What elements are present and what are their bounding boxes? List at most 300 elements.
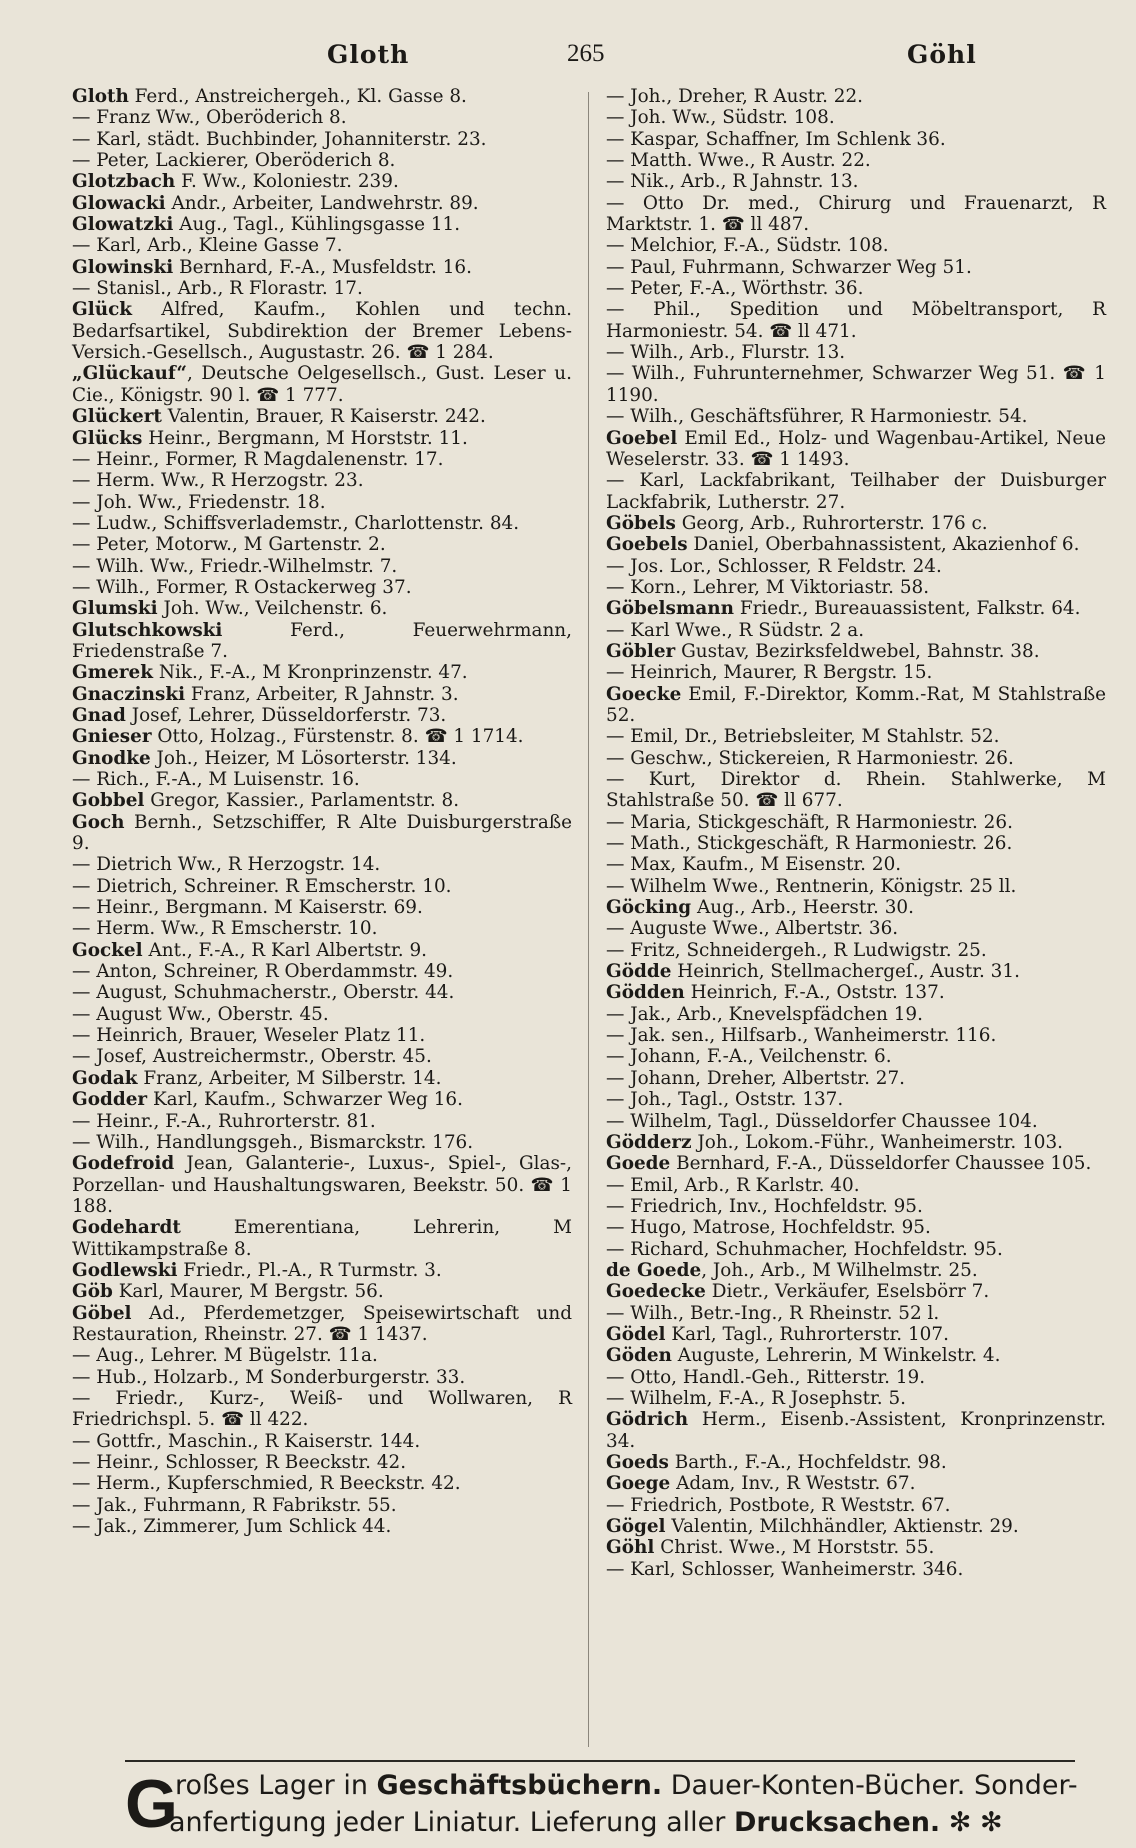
ad-text: Dauer-Konten-Bücher. Sonder-: [662, 1770, 1078, 1801]
entry-surname: Godlewski: [72, 1259, 178, 1281]
entry-surname: Glotzbach: [72, 171, 176, 193]
directory-entry: [606, 1303, 1106, 1324]
directory-entry: [72, 854, 572, 875]
directory-entry: [606, 812, 1106, 833]
entry-details: Andr., Arbeiter, Landwehrstr. 89.: [165, 192, 479, 214]
entry-surname: de Goede: [606, 1259, 702, 1281]
entry-details: — August Ww., Oberstr. 45.: [72, 1003, 329, 1025]
entry-surname: Göb: [72, 1281, 113, 1303]
entry-surname: Glückert: [72, 406, 162, 428]
directory-entry: [72, 492, 572, 513]
entry-details: — Stanisl., Arb., R Florastr. 17.: [72, 278, 363, 300]
entry-details: Jean, Galanterie-, Luxus-, Spiel-, Glas-, Porzellan- und Haushaltungswaren, Beekstr. 50. ☎ 1 188.: [72, 1153, 572, 1217]
column-divider: [588, 92, 589, 1747]
entry-surname: Gnaczinski: [72, 683, 186, 705]
entry-details: — Richard, Schuhmacher, Hochfeldstr. 95.: [606, 1238, 1003, 1260]
entry-surname: Gobbel: [72, 790, 145, 812]
entry-surname: Goch: [72, 811, 125, 833]
entry-details: , Joh., Arb., M Wilhelmstr. 25.: [701, 1259, 978, 1281]
directory-entry: [72, 363, 572, 406]
entry-details: Valentin, Milchhändler, Aktienstr. 29.: [665, 1516, 1019, 1538]
directory-entry: [72, 662, 572, 683]
entry-surname: Göhl: [606, 1537, 655, 1559]
directory-entry: [606, 235, 1106, 256]
directory-entry: [72, 235, 572, 256]
entry-surname: Goege: [606, 1473, 671, 1495]
directory-entry: [606, 1388, 1106, 1409]
entry-details: Christ. Wwe., M Horststr. 55.: [654, 1537, 935, 1559]
entry-details: — Kurt, Direktor d. Rhein. Stahlwerke, M Stahlstraße 50. ☎ ll 677.: [606, 769, 1106, 812]
entry-details: — August, Schuhmacherstr., Oberstr. 44.: [72, 982, 455, 1004]
entry-surname: Glumski: [72, 598, 158, 620]
directory-entry: [72, 1303, 572, 1346]
left-column: [72, 86, 572, 1537]
entry-details: — Anton, Schreiner, R Oberdammstr. 49.: [72, 961, 454, 983]
entry-surname: Gnieser: [72, 726, 152, 748]
directory-entry: [72, 769, 572, 790]
directory-entry: [72, 406, 572, 427]
entry-surname: Gödderz: [606, 1131, 692, 1153]
entry-details: — Friedr., Kurz-, Weiß- und Wollwaren, R Friedrichspl. 5. ☎ ll 422.: [72, 1387, 572, 1431]
entry-details: — Gottfr., Maschin., R Kaiserstr. 144.: [72, 1430, 421, 1452]
directory-entry: [606, 1281, 1106, 1302]
directory-entry: [72, 1111, 572, 1132]
entry-details: Emil, F.-Direktor, Komm.-Rat, M Stahlstraße 52.: [606, 683, 1106, 726]
entry-details: Heinrich, F.-A., Oststr. 137.: [684, 982, 945, 1004]
directory-entry: [72, 257, 572, 278]
entry-details: — Hugo, Matrose, Hochfeldstr. 95.: [606, 1217, 931, 1239]
directory-entry: [72, 790, 572, 811]
directory-entry: [606, 620, 1106, 641]
entry-details: Friedr., Pl.-A., R Turmstr. 3.: [177, 1259, 442, 1281]
entry-surname: Glücks: [72, 427, 143, 449]
entry-details: — Karl, städt. Buchbinder, Johanniterstr. 23.: [72, 128, 487, 150]
entry-details: Joh., Lokom.-Führ., Wanheimerstr. 103.: [691, 1131, 1064, 1153]
entry-details: — Jak., Fuhrmann, R Fabrikstr. 55.: [72, 1494, 397, 1516]
entry-details: — Melchior, F.-A., Südstr. 108.: [606, 235, 889, 257]
directory-entry: [72, 1473, 572, 1494]
directory-entry: [72, 876, 572, 897]
entry-details: Valentin, Brauer, R Kaiserstr. 242.: [161, 406, 486, 428]
entry-details: — Emil, Dr., Betriebsleiter, M Stahlstr. 52.: [606, 726, 1000, 748]
entry-details: — Wilh., Geschäftsführer, R Harmoniestr. 54.: [606, 406, 1028, 428]
directory-entry: [606, 1473, 1106, 1494]
directory-entry: [72, 1046, 572, 1067]
entry-surname: Godehardt: [72, 1217, 181, 1239]
directory-entry: [606, 854, 1106, 875]
directory-entry: [606, 1111, 1106, 1132]
directory-entry: [72, 577, 572, 598]
directory-entry: [606, 1175, 1106, 1196]
directory-entry: [72, 428, 572, 449]
directory-entry: [72, 171, 572, 192]
directory-entry: [72, 129, 572, 150]
directory-entry: [72, 278, 572, 299]
entry-details: Nik., F.-A., M Kronprinzenstr. 47.: [153, 662, 468, 684]
directory-entry: [606, 961, 1106, 982]
entry-details: — Joh., Dreher, R Austr. 22.: [606, 86, 864, 107]
entry-details: — Karl, Arb., Kleine Gasse 7.: [72, 235, 343, 257]
entry-details: — Joh., Tagl., Oststr. 137.: [606, 1089, 844, 1111]
entry-surname: Goeds: [606, 1452, 669, 1473]
entry-surname: Gödde: [606, 961, 672, 983]
directory-entry: [606, 107, 1106, 128]
entry-surname: Gödden: [606, 982, 685, 1004]
directory-entry: [606, 278, 1106, 299]
entry-surname: Gnad: [72, 704, 126, 726]
directory-entry: [72, 897, 572, 918]
header-left-keyword: Gloth: [327, 40, 410, 69]
entry-surname: Goedecke: [606, 1281, 706, 1303]
entry-details: — Wilh., Fuhrunternehmer, Schwarzer Weg 51. ☎ 1 1190.: [606, 363, 1106, 406]
entry-details: Auguste, Lehrerin, M Winkelstr. 4.: [671, 1345, 1001, 1367]
entry-surname: Göbelsmann: [606, 598, 734, 620]
entry-details: — Heinrich, Maurer, R Bergstr. 15.: [606, 662, 933, 684]
directory-entry: [606, 940, 1106, 961]
directory-entry: [72, 299, 572, 363]
directory-entry: [606, 470, 1106, 513]
entry-details: Ferd., Anstreichergeh., Kl. Gasse 8.: [128, 86, 467, 107]
directory-entry: [606, 769, 1106, 812]
directory-entry: [72, 193, 572, 214]
entry-details: — Wilhelm, Tagl., Düsseldorfer Chaussee 104.: [606, 1110, 1038, 1132]
entry-details: Otto, Holzag., Fürstenstr. 8. ☎ 1 1714.: [151, 726, 524, 748]
entry-details: — Johann, Dreher, Albertstr. 27.: [606, 1067, 906, 1089]
entry-details: Aug., Arb., Heerstr. 30.: [691, 897, 914, 919]
entry-details: — Math., Stickgeschäft, R Harmoniestr. 26.: [606, 833, 1013, 855]
directory-entry: [72, 556, 572, 577]
entry-details: Karl, Maurer, M Bergstr. 56.: [112, 1281, 384, 1303]
entry-details: Ant., F.-A., R Karl Albertstr. 9.: [142, 939, 428, 961]
entry-details: Heinr., Bergmann, M Horststr. 11.: [142, 427, 468, 449]
directory-entry: [606, 1217, 1106, 1238]
entry-details: — Wilhelm, F.-A., R Josephstr. 5.: [606, 1387, 907, 1409]
entry-surname: Gnodke: [72, 747, 151, 769]
entry-details: — Wilhelm Wwe., Rentnerin, Königstr. 25 ll.: [606, 875, 1017, 897]
directory-entry: [72, 1089, 572, 1110]
directory-entry: [72, 1431, 572, 1452]
directory-entry: [606, 1452, 1106, 1473]
entry-surname: Godder: [72, 1089, 148, 1111]
directory-entry: [72, 1345, 572, 1366]
entry-surname: Gockel: [72, 939, 143, 961]
entry-details: — Geschw., Stickereien, R Harmoniestr. 26.: [606, 747, 1014, 769]
directory-entry: [606, 129, 1106, 150]
entry-details: — Peter, Motorw., M Gartenstr. 2.: [72, 534, 386, 556]
entry-surname: Göcking: [606, 897, 692, 919]
directory-entry: [606, 363, 1106, 406]
entry-details: Barth., F.-A., Hochfeldstr. 98.: [668, 1452, 947, 1473]
entry-details: — Heinrich, Brauer, Weseler Platz 11.: [72, 1025, 426, 1047]
directory-entry: [72, 918, 572, 939]
entry-details: — Wilh. Ww., Friedr.-Wilhelmstr. 7.: [72, 555, 398, 577]
ad-initial: G: [125, 1766, 178, 1842]
entry-details: — Otto, Handl.-Geh., Ritterstr. 19.: [606, 1366, 926, 1388]
entry-details: Daniel, Oberbahnassistent, Akazienhof 6.: [687, 534, 1080, 556]
entry-details: — Hub., Holzarb., M Sonderburgerstr. 33.: [72, 1366, 466, 1388]
directory-entry: [72, 812, 572, 855]
entry-details: — Johann, F.-A., Veilchenstr. 6.: [606, 1046, 892, 1068]
entry-details: — Herm. Ww., R Herzogstr. 23.: [72, 470, 364, 492]
directory-entry: [606, 684, 1106, 727]
entry-surname: Gloth: [72, 86, 129, 107]
directory-entry: [606, 1153, 1106, 1174]
directory-entry: [606, 918, 1106, 939]
directory-entry: [72, 982, 572, 1003]
entry-details: — Joh. Ww., Friedenstr. 18.: [72, 491, 326, 513]
entry-details: Alfred, Kaufm., Kohlen und techn. Bedarfsartikel, Subdirektion der Bremer Lebens-Versich.-Gesellsch., Augustastr. 26. ☎ 1 284.: [72, 299, 572, 364]
entry-details: — Phil., Spedition und Möbeltransport, R Harmoniestr. 54. ☎ ll 471.: [606, 299, 1106, 342]
directory-entry: [606, 1132, 1106, 1153]
header-right-keyword: Göhl: [907, 40, 977, 69]
entry-details: — Fritz, Schneidergeh., R Ludwigstr. 25.: [606, 939, 987, 961]
directory-entry: [72, 726, 572, 747]
directory-entry: [72, 1217, 572, 1260]
entry-details: Ferd., Feuerwehrmann, Friedenstraße 7.: [72, 619, 572, 662]
entry-surname: Godak: [72, 1067, 138, 1089]
entry-surname: „Glückauf“: [72, 363, 187, 385]
directory-entry: [72, 470, 572, 491]
directory-entry: [72, 1153, 572, 1217]
entry-details: Georg, Arb., Ruhrorterstr. 176 c.: [675, 512, 988, 534]
entry-details: — Friedrich, Postbote, R Weststr. 67.: [606, 1494, 951, 1516]
directory-entry: [72, 1260, 572, 1281]
entry-details: Karl, Tagl., Ruhrorterstr. 107.: [665, 1323, 949, 1345]
entry-surname: Goebel: [606, 427, 678, 449]
directory-entry: [72, 1068, 572, 1089]
entry-details: Gustav, Bezirksfeldwebel, Bahnstr. 38.: [675, 640, 1040, 662]
entry-surname: Gödel: [606, 1323, 666, 1345]
entry-details: — Franz Ww., Oberöderich 8.: [72, 107, 347, 129]
entry-details: F. Ww., Koloniestr. 239.: [175, 171, 399, 193]
directory-entry: [606, 833, 1106, 854]
ad-line-2: [169, 1807, 1003, 1838]
entry-surname: Goecke: [606, 683, 682, 705]
directory-entry: [72, 684, 572, 705]
entry-details: — Otto Dr. med., Chirurg und Frauenarzt, R Marktstr. 1. ☎ ll 487.: [606, 192, 1106, 236]
entry-details: — Josef, Austreichermstr., Oberstr. 45.: [72, 1046, 432, 1068]
entry-details: — Friedrich, Inv., Hochfeldstr. 95.: [606, 1195, 923, 1217]
entry-surname: Göbler: [606, 640, 676, 662]
directory-entry: [72, 107, 572, 128]
entry-details: — Ludw., Schiffsverlademstr., Charlottenstr. 84.: [72, 512, 520, 534]
entry-details: — Wilh., Former, R Ostackerweg 37.: [72, 576, 412, 598]
entry-details: — Korn., Lehrer, M Viktoriastr. 58.: [606, 576, 930, 598]
advertisement-banner: [125, 1760, 1078, 1848]
directory-entry: [606, 1495, 1106, 1516]
entry-details: — Jak., Zimmerer, Jum Schlick 44.: [72, 1516, 392, 1538]
directory-entry: [606, 406, 1106, 427]
directory-entry: [606, 1559, 1106, 1580]
directory-entry: [72, 1367, 572, 1388]
entry-details: Friedr., Bureauassistent, Falkstr. 64.: [734, 598, 1081, 620]
directory-entry: [606, 534, 1106, 555]
directory-entry: [606, 1537, 1106, 1558]
entry-surname: Glück: [72, 299, 133, 321]
directory-entry: [72, 86, 572, 107]
entry-details: Karl, Kaufm., Schwarzer Weg 16.: [147, 1089, 463, 1111]
entry-details: — Heinr., Schlosser, R Beeckstr. 42.: [72, 1452, 407, 1473]
page-number: 265: [567, 40, 605, 67]
directory-entry: [606, 577, 1106, 598]
directory-entry: [72, 620, 572, 663]
directory-entry: [606, 1324, 1106, 1345]
directory-entry: [606, 662, 1106, 683]
directory-entry: [72, 449, 572, 470]
directory-entry: [606, 1239, 1106, 1260]
entry-details: Emerentiana, Lehrerin, M Wittikampstraße 8.: [72, 1217, 572, 1260]
entry-details: — Peter, F.-A., Wörthstr. 36.: [606, 278, 864, 300]
entry-details: — Herm., Kupferschmied, R Beeckstr. 42.: [72, 1473, 461, 1495]
page-header: [72, 40, 1076, 80]
entry-details: Aug., Tagl., Kühlingsgasse 11.: [173, 214, 461, 236]
entry-details: — Karl, Lackfabrikant, Teilhaber der Duisburger Lackfabrik, Lutherstr. 27.: [606, 470, 1106, 513]
entry-details: Bernh., Setzschiffer, R Alte Duisburgerstraße 9.: [72, 811, 572, 855]
entry-surname: Göden: [606, 1345, 672, 1367]
entry-surname: Goebels: [606, 534, 688, 556]
directory-entry: [606, 1516, 1106, 1537]
directory-entry: [72, 598, 572, 619]
directory-entry: [606, 641, 1106, 662]
directory-entry: [606, 726, 1106, 747]
directory-entry: [72, 513, 572, 534]
directory-entry: [72, 940, 572, 961]
directory-entry: [72, 1495, 572, 1516]
entry-details: Josef, Lehrer, Düsseldorferstr. 73.: [125, 704, 447, 726]
entry-details: — Heinr., Former, R Magdalenenstr. 17.: [72, 448, 444, 470]
ad-line-1: [175, 1770, 1078, 1801]
ad-text: roßes Lager in: [175, 1770, 377, 1801]
directory-entry: [606, 257, 1106, 278]
entry-details: — Max, Kaufm., M Eisenstr. 20.: [606, 854, 902, 876]
directory-entry: [72, 1132, 572, 1153]
ad-text-bold: Geschäftsbüchern.: [376, 1770, 663, 1801]
entry-details: — Peter, Lackierer, Oberöderich 8.: [72, 150, 396, 172]
directory-entry: [72, 1516, 572, 1537]
entry-details: Emil Ed., Holz- und Wagenbau-Artikel, Neue Weselerstr. 33. ☎ 1 1493.: [606, 427, 1106, 470]
entry-details: — Jak., Arb., Knevelspfädchen 19.: [606, 1003, 923, 1025]
entry-details: — Emil, Arb., R Karlstr. 40.: [606, 1174, 860, 1196]
directory-entry: [606, 428, 1106, 471]
ad-text: ✻ ✻: [940, 1807, 1003, 1838]
entry-details: Franz, Arbeiter, R Jahnstr. 3.: [185, 683, 459, 705]
entry-details: Herm., Eisenb.-Assistent, Kronprinzenstr. 34.: [606, 1409, 1106, 1452]
directory-entry: [606, 193, 1106, 236]
directory-entry: [606, 1409, 1106, 1452]
entry-details: — Wilh., Betr.-Ing., R Rheinstr. 52 l.: [606, 1302, 940, 1324]
entry-surname: Glowatzki: [72, 214, 174, 236]
entry-surname: Göbel: [72, 1302, 132, 1324]
entry-surname: Godefroid: [72, 1153, 175, 1175]
entry-surname: Goede: [606, 1153, 671, 1175]
directory-entry: [606, 1089, 1106, 1110]
entry-details: — Joh. Ww., Südstr. 108.: [606, 107, 835, 129]
right-column: [606, 86, 1106, 1580]
entry-surname: Glutschkowski: [72, 619, 223, 641]
directory-entry: [606, 1025, 1106, 1046]
entry-surname: Glowacki: [72, 192, 166, 214]
entry-details: — Wilh., Arb., Flurstr. 13.: [606, 342, 846, 364]
directory-entry: [72, 534, 572, 555]
entry-surname: Gödrich: [606, 1409, 689, 1431]
directory-entry: [606, 1068, 1106, 1089]
entry-details: Gregor, Kassier., Parlamentstr. 8.: [144, 790, 460, 812]
entry-details: — Wilh., Handlungsgeh., Bismarckstr. 176.: [72, 1131, 474, 1153]
directory-entry: [606, 1046, 1106, 1067]
entry-details: — Dietrich Ww., R Herzogstr. 14.: [72, 854, 381, 876]
directory-entry: [606, 556, 1106, 577]
directory-entry: [606, 1345, 1106, 1366]
entry-surname: Gmerek: [72, 662, 153, 684]
entry-details: Joh. Ww., Veilchenstr. 6.: [157, 598, 388, 620]
entry-details: Adam, Inv., R Weststr. 67.: [670, 1473, 916, 1495]
entry-surname: Glowinski: [72, 256, 174, 278]
entry-details: — Jos. Lor., Schlosser, R Feldstr. 24.: [606, 555, 942, 577]
entry-details: Ad., Pferdemetzger, Speisewirtschaft und Restauration, Rheinstr. 27. ☎ 1 1437.: [72, 1302, 572, 1345]
directory-entry: [72, 748, 572, 769]
entry-details: Bernhard, F.-A., Musfeldstr. 16.: [173, 256, 472, 278]
entry-details: — Karl Wwe., R Südstr. 2 a.: [606, 619, 865, 641]
entry-surname: Gögel: [606, 1516, 666, 1538]
entry-details: — Paul, Fuhrmann, Schwarzer Weg 51.: [606, 256, 972, 278]
entry-details: — Kaspar, Schaffner, Im Schlenk 36.: [606, 128, 946, 150]
entry-details: — Aug., Lehrer. M Bügelstr. 11a.: [72, 1345, 378, 1367]
directory-entry: [606, 876, 1106, 897]
directory-entry: [606, 598, 1106, 619]
entry-details: — Matth. Wwe., R Austr. 22.: [606, 150, 871, 172]
directory-entry: [606, 1367, 1106, 1388]
entry-details: — Jak. sen., Hilfsarb., Wanheimerstr. 116.: [606, 1025, 997, 1047]
directory-entry: [606, 982, 1106, 1003]
entry-details: — Dietrich, Schreiner. R Emscherstr. 10.: [72, 875, 452, 897]
entry-details: — Nik., Arb., R Jahnstr. 13.: [606, 171, 859, 193]
directory-entry: [72, 1004, 572, 1025]
directory-entry: [72, 705, 572, 726]
directory-entry: [606, 1260, 1106, 1281]
entry-details: Bernhard, F.-A., Düsseldorfer Chaussee 105.: [670, 1153, 1092, 1175]
directory-entry: [72, 1281, 572, 1302]
directory-entry: [72, 1025, 572, 1046]
directory-entry: [606, 748, 1106, 769]
entry-details: — Maria, Stickgeschäft, R Harmoniestr. 26.: [606, 811, 1013, 833]
entry-details: — Herm. Ww., R Emscherstr. 10.: [72, 918, 378, 940]
entry-details: Joh., Heizer, M Lösorterstr. 134.: [150, 747, 457, 769]
directory-entry: [72, 214, 572, 235]
entry-details: — Karl, Schlosser, Wanheimerstr. 346.: [606, 1558, 964, 1580]
directory-entry: [606, 1196, 1106, 1217]
entry-details: Franz, Arbeiter, M Silberstr. 14.: [137, 1067, 442, 1089]
ad-text: anfertigung jeder Liniatur. Lieferung aller: [169, 1807, 734, 1838]
entry-details: — Heinr., Bergmann. M Kaiserstr. 69.: [72, 897, 423, 919]
directory-entry: [606, 86, 1106, 107]
directory-entry: [606, 897, 1106, 918]
ad-text-bold: Drucksachen.: [733, 1807, 941, 1838]
entry-details: — Rich., F.-A., M Luisenstr. 16.: [72, 769, 360, 790]
directory-entry: [606, 150, 1106, 171]
directory-entry: [72, 150, 572, 171]
entry-details: — Auguste Wwe., Albertstr. 36.: [606, 918, 899, 940]
directory-entry: [606, 513, 1106, 534]
entry-details: Dietr., Verkäufer, Eselsbörr 7.: [705, 1281, 990, 1303]
directory-entry: [606, 171, 1106, 192]
directory-entry: [72, 1388, 572, 1431]
entry-details: — Heinr., F.-A., Ruhrorterstr. 81.: [72, 1110, 376, 1132]
directory-entry: [72, 961, 572, 982]
entry-details: Heinrich, Stellmachergeſ., Austr. 31.: [671, 961, 1020, 983]
directory-entry: [606, 1004, 1106, 1025]
directory-entry: [606, 342, 1106, 363]
directory-entry: [606, 299, 1106, 342]
